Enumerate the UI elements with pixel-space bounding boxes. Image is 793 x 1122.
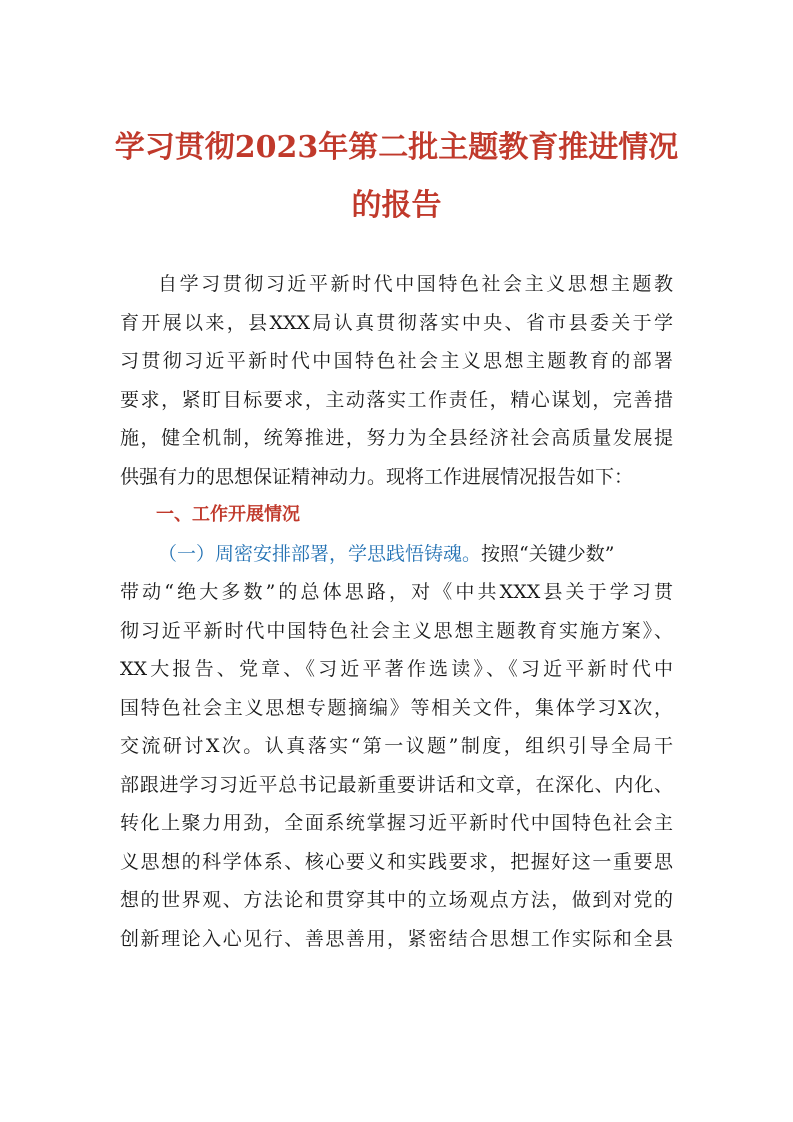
intro-line-5: 施，健全机制，统筹推进，努力为全县经济社会高质量发展提 (120, 427, 673, 449)
intro-line-4: 要求，紧盯目标要求，主动落实工作责任，精心谋划，完善措 (120, 388, 673, 411)
document-body (120, 265, 673, 958)
subsection-1-line-4: XX大报告、党章、《习近平著作选读》、《习近平新时代中 (120, 658, 673, 680)
subsection-1-line-8: 转化上聚力用劲，全面系统掌握习近平新时代中国特色社会主 (120, 812, 673, 834)
intro-line-3: 习贯彻习近平新时代中国特色社会主义思想主题教育的部署 (120, 350, 673, 372)
subsection-1-line-10: 想的世界观、方法论和贯穿其中的立场观点方法，做到对党的 (120, 889, 673, 911)
intro-line-1: 自学习贯彻习近平新时代中国特色社会主义思想主题教 (158, 273, 673, 295)
subsection-1-line-11: 创新理论入心见行、善思善用，紧密结合思想工作实际和全县 (120, 927, 673, 950)
subsection-1-first-line-rest: 按照“关键少数” (481, 542, 615, 565)
subsection-1-paragraph (120, 535, 673, 959)
subsection-1-line-2: 带动“绝大多数”的总体思路，对《中共XXX县关于学习贯 (120, 581, 673, 603)
subsection-1-line-6: 交流研讨X次。认真落实“第一议题”制度，组织引导全局干 (120, 735, 673, 757)
intro-line-6: 供强有力的思想保证精神动力。现将工作进展情况报告如下： (120, 465, 634, 488)
subsection-1-line-9: 义思想的科学体系、核心要义和实践要求，把握好这一重要思 (120, 850, 673, 873)
document-title-line-2: 的报告 (351, 188, 442, 223)
intro-paragraph (120, 265, 673, 496)
subsection-1-line-7: 部跟进学习习近平总书记最新重要讲话和文章，在深化、内化、 (120, 773, 673, 796)
intro-line-2: 育开展以来，县XXX局认真贯彻落实中央、省市县委关于学 (120, 311, 673, 334)
subsection-1-line-5: 国特色社会主义思想专题摘编》等相关文件，集体学习X次， (120, 696, 673, 719)
subsection-heading-1: （一）周密安排部署，学思践悟铸魂。 (158, 542, 482, 565)
document-title-line-1: 学习贯彻2023年第二批主题教育推进情况 (114, 130, 679, 165)
subsection-1-first-line (120, 535, 673, 574)
subsection-1-line-3: 彻习近平新时代中国特色社会主义思想主题教育实施方案》、 (120, 619, 673, 642)
section-heading-1: 一、工作开展情况 (156, 504, 300, 525)
